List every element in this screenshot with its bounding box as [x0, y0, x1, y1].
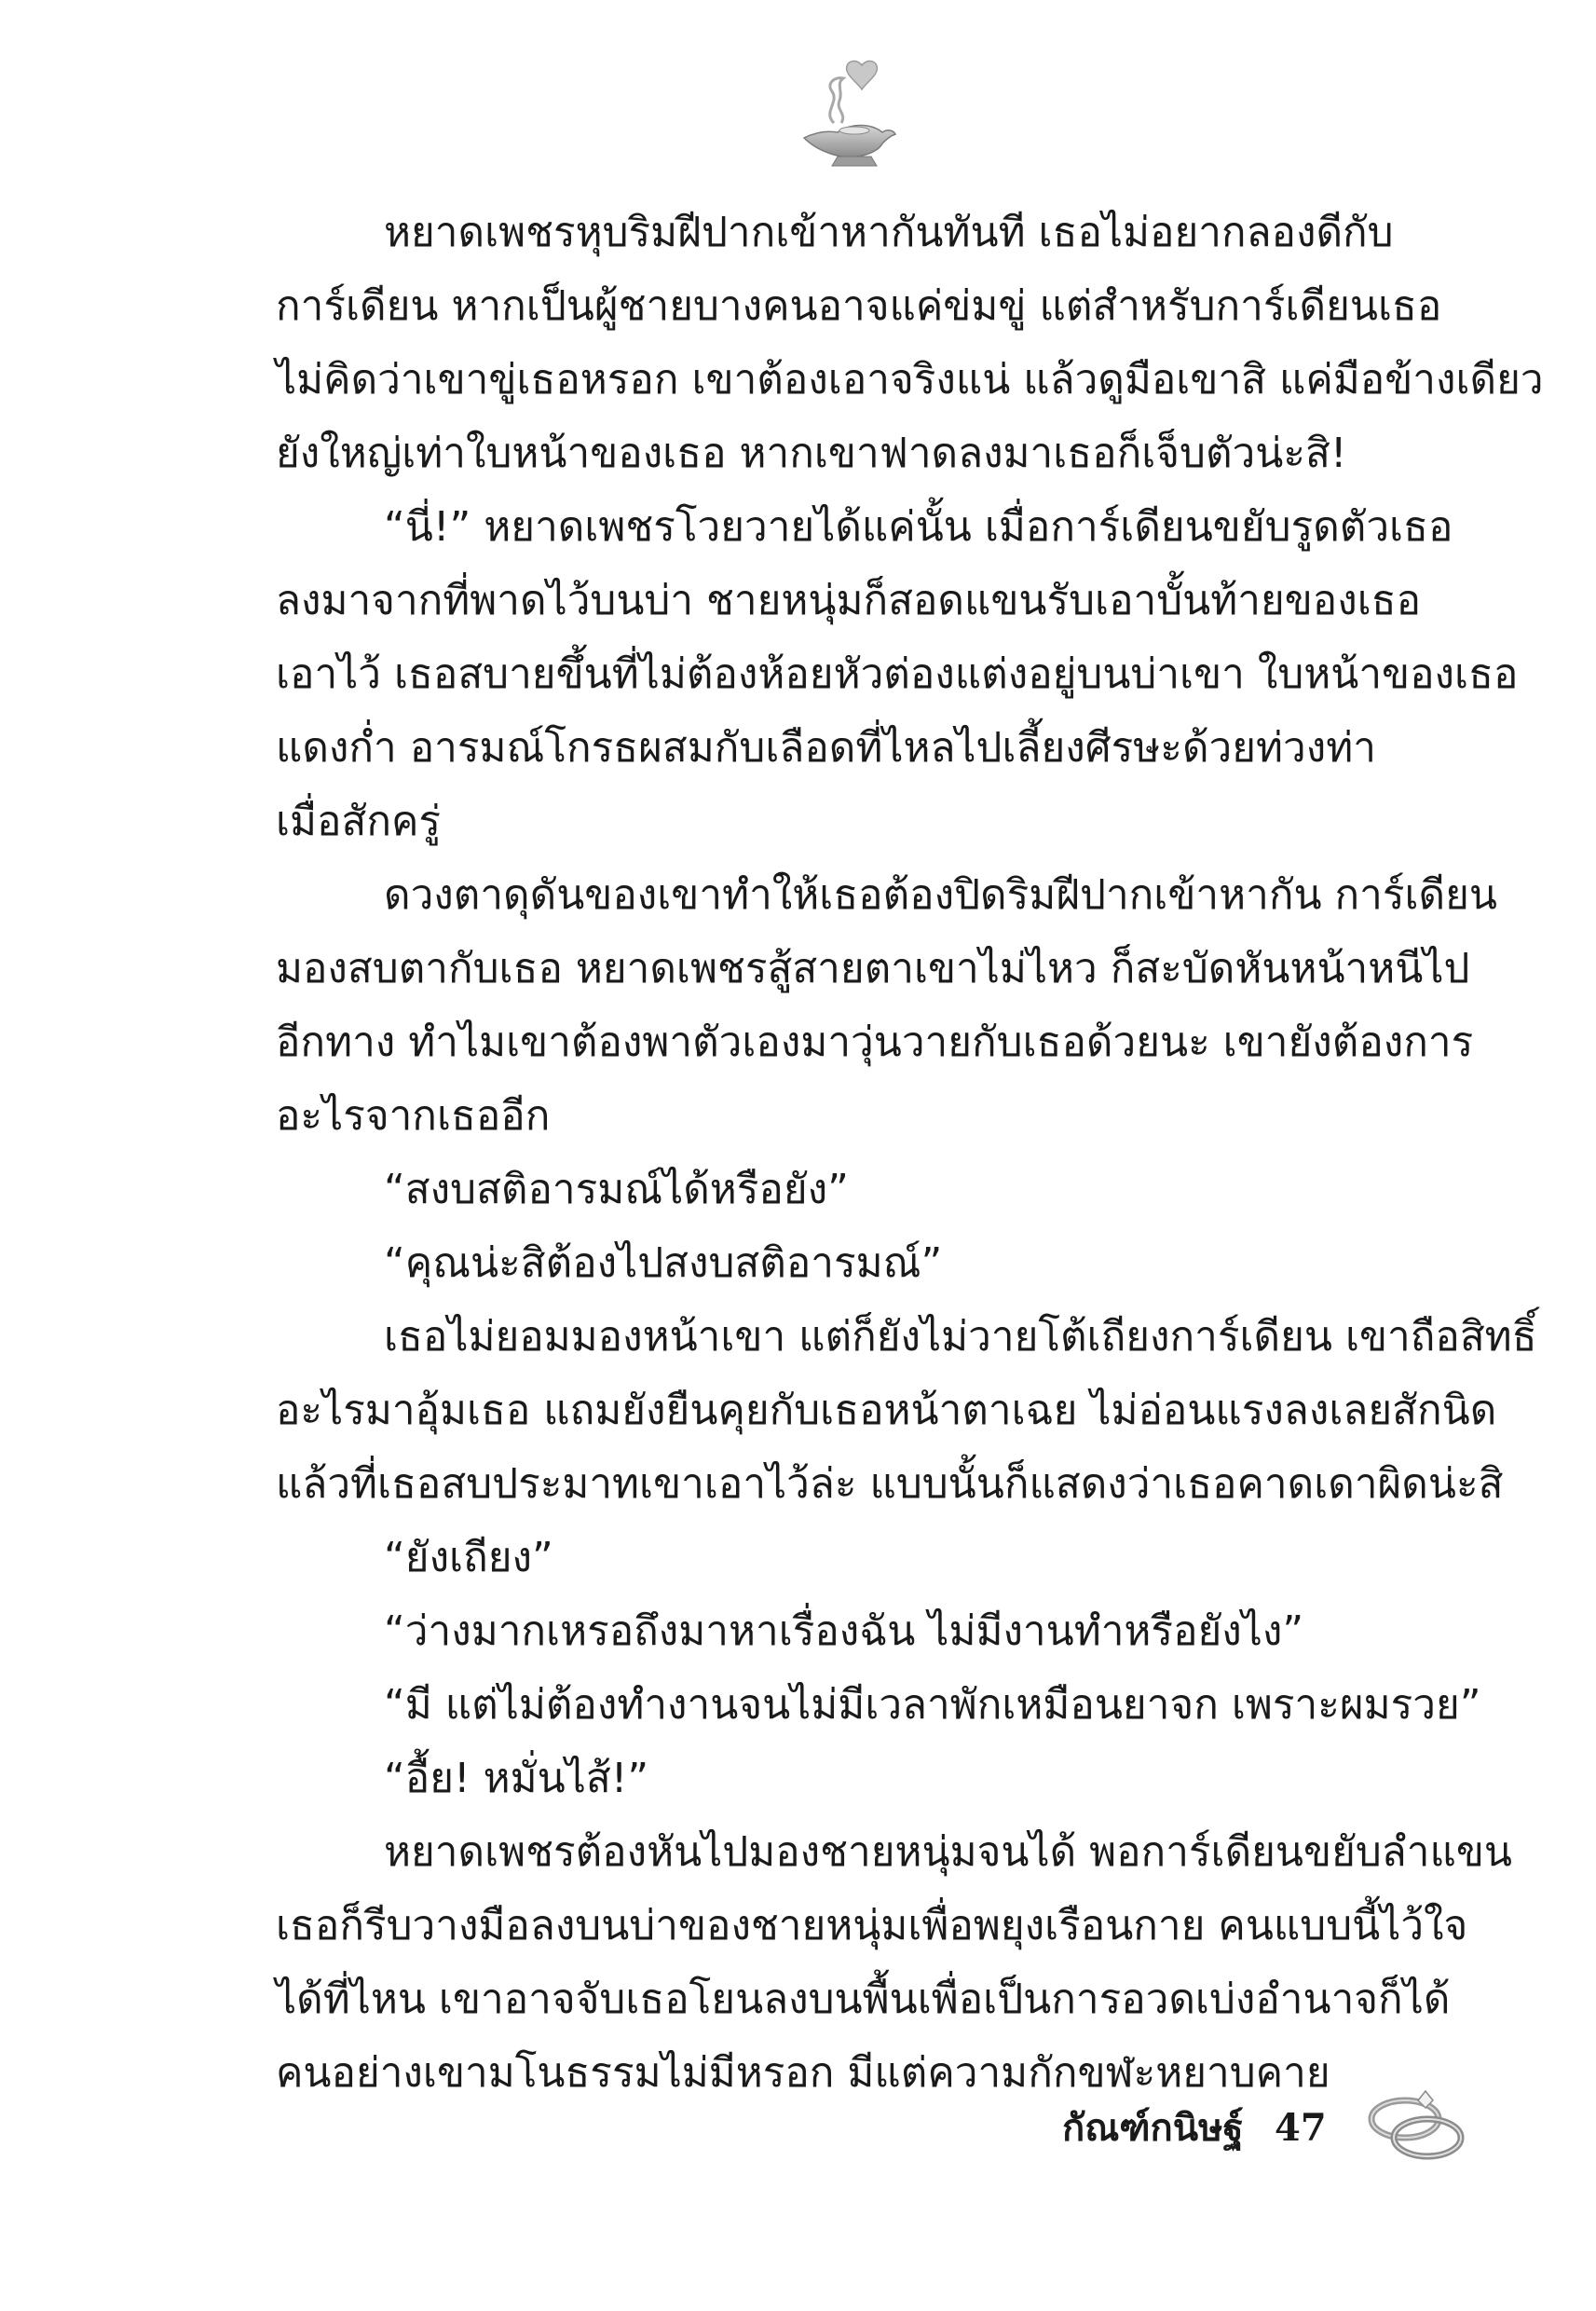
dialogue-line: “ว่างมากเหรอถึงมาหาเรื่องฉัน ไม่มีงานทำหรือยังไง” [384, 1607, 1304, 1655]
paragraph-line: ไม่คิดว่าเขาขู่เธอหรอก เขาต้องเอาจริงแน่ แล้วดูมือเขาสิ แค่มือข้างเดียว [276, 356, 1544, 403]
page-footer [1062, 2080, 1509, 2182]
paragraph-line: การ์เดียน หากเป็นผู้ชายบางคนอาจแค่ข่มขู่ แต่สำหรับการ์เดียนเธอ [276, 282, 1442, 330]
paragraph-line: เธอไม่ยอมมองหน้าเขา แต่ก็ยังไม่วายโต้เถียงการ์เดียน เขาถือสิทธิ์ [384, 1313, 1537, 1361]
paragraph-line: หยาดเพชรหุบริมฝีปากเข้าหากันทันที เธอไม่อยากลองดีกับ [384, 209, 1394, 256]
paragraph-line: หยาดเพชรต้องหันไปมองชายหนุ่มจนได้ พอการ์เดียนขยับลำแขน [384, 1828, 1512, 1876]
paragraph-line: อีกทาง ทำไมเขาต้องพาตัวเองมาวุ่นวายกับเธอด้วยนะ เขายังต้องการ [276, 1019, 1474, 1066]
paragraph-line: “นี่!” หยาดเพชรโวยวายได้แค่นั้น เมื่อการ์เดียนขยับรูดตัวเธอ [384, 503, 1453, 551]
dialogue-line: “คุณน่ะสิต้องไปสงบสติอารมณ์” [384, 1239, 943, 1287]
paragraph-line: อะไรมาอุ้มเธอ แถมยังยืนคุยกับเธอหน้าตาเฉย ไม่อ่อนแรงลงเลยสักนิด [276, 1387, 1497, 1434]
paragraph-line: ดวงตาดุดันของเขาทำให้เธอต้องปิดริมฝีปากเข้าหากัน การ์เดียน [384, 871, 1497, 919]
wedding-rings-icon [1360, 2080, 1472, 2173]
dialogue-line: “อื้ย! หมั่นไส้!” [384, 1755, 649, 1802]
body-text [276, 196, 1544, 2110]
paragraph-line: เธอก็รีบวางมือลงบนบ่าของชายหนุ่มเพื่อพยุงเรือนกาย คนแบบนี้ไว้ใจ [276, 1902, 1468, 1949]
dialogue-line: “ยังเถียง” [384, 1534, 553, 1581]
dialogue-line: “สงบสติอารมณ์ได้หรือยัง” [384, 1166, 849, 1213]
book-title: กัณฑ์กนิษฐ์ [1062, 2106, 1244, 2150]
paragraph-line: ได้ที่ไหน เขาอาจจับเธอโยนลงบนพื้นเพื่อเป็นการอวดเบ่งอำนาจก็ได้ [276, 1976, 1451, 2023]
paragraph-line: อะไรจากเธออีก [276, 1092, 551, 1140]
page-number: 47 [1275, 2106, 1327, 2150]
paragraph-line: เอาไว้ เธอสบายขึ้นที่ไม่ต้องห้อยหัวต่องแต่งอยู่บนบ่าเขา ใบหน้าของเธอ [276, 650, 1519, 698]
dialogue-line: “มี แต่ไม่ต้องทำงานจนไม่มีเวลาพักเหมือนยาจก เพราะผมรวย” [384, 1681, 1481, 1729]
paragraph-line: แดงก่ำ อารมณ์โกรธผสมกับเลือดที่ไหลไปเลี้ยงศีรษะด้วยท่วงท่า [276, 724, 1376, 772]
paragraph-line: เมื่อสักครู่ [276, 798, 442, 845]
paragraph-line: ลงมาจากที่พาดไว้บนบ่า ชายหนุ่มก็สอดแขนรับเอาบั้นท้ายของเธอ [276, 577, 1422, 624]
paragraph-line: ยังใหญ่เท่าใบหน้าของเธอ หากเขาฟาดลงมาเธอก็เจ็บตัวน่ะสิ! [276, 430, 1347, 477]
paragraph-line: แล้วที่เธอสบประมาทเขาเอาไว้ล่ะ แบบนั้นก็แสดงว่าเธอคาดเดาผิดน่ะสิ [276, 1460, 1504, 1508]
paragraph-line: คนอย่างเขามโนธรรมไม่มีหรอก มีแต่ความกักขฬะหยาบคาย [276, 2049, 1330, 2097]
lamp-ornament-icon [797, 58, 899, 170]
paragraph-line: มองสบตากับเธอ หยาดเพชรสู้สายตาเขาไม่ไหว ก็สะบัดหันหน้าหนีไป [276, 945, 1470, 992]
